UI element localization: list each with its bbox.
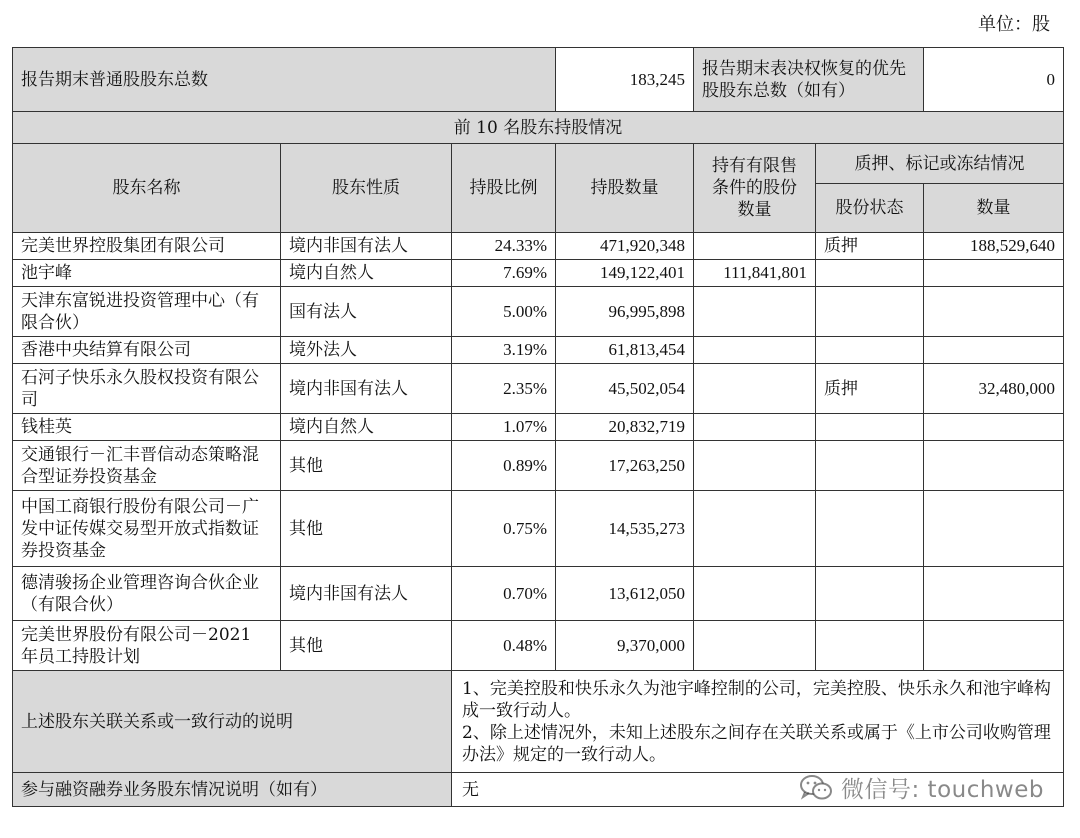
holder-nature: 境外法人 bbox=[281, 337, 452, 364]
holder-name: 香港中央结算有限公司 bbox=[13, 337, 281, 364]
pledge-status bbox=[816, 567, 924, 621]
holder-quantity: 20,832,719 bbox=[556, 414, 694, 441]
holder-nature: 其他 bbox=[281, 491, 452, 567]
holder-restricted bbox=[694, 287, 816, 337]
pledge-quantity bbox=[924, 567, 1064, 621]
holder-quantity: 17,263,250 bbox=[556, 441, 694, 491]
relation-note bbox=[452, 671, 1064, 773]
holder-nature: 境内非国有法人 bbox=[281, 233, 452, 260]
wechat-icon bbox=[799, 774, 833, 802]
margin-label: 参与融资融券业务股东情况说明（如有） bbox=[13, 773, 452, 807]
holder-ratio: 3.19% bbox=[452, 337, 556, 364]
holder-name: 中国工商银行股份有限公司－广发中证传媒交易型开放式指数证券投资基金 bbox=[13, 491, 281, 567]
pledge-status: 质押 bbox=[816, 364, 924, 414]
holder-nature: 其他 bbox=[281, 621, 452, 671]
holder-quantity: 149,122,401 bbox=[556, 260, 694, 287]
holder-name: 池宇峰 bbox=[13, 260, 281, 287]
pledge-status bbox=[816, 287, 924, 337]
relation-note-line-1: 1、完美控股和快乐永久为池宇峰控制的公司，完美控股、快乐永久和池宇峰构成一致行动人。 bbox=[462, 678, 1051, 721]
pledge-quantity: 32,480,000 bbox=[924, 364, 1064, 414]
holder-name: 天津东富锐进投资管理中心（有限合伙） bbox=[13, 287, 281, 337]
summary-row bbox=[13, 48, 1064, 112]
holder-name: 交通银行－汇丰晋信动态策略混合型证券投资基金 bbox=[13, 441, 281, 491]
holder-nature: 其他 bbox=[281, 441, 452, 491]
pledge-status: 质押 bbox=[816, 233, 924, 260]
holder-ratio: 5.00% bbox=[452, 287, 556, 337]
header-nature: 股东性质 bbox=[281, 144, 452, 233]
pledge-quantity bbox=[924, 260, 1064, 287]
pledge-status bbox=[816, 621, 924, 671]
relation-label: 上述股东关联关系或一致行动的说明 bbox=[13, 671, 452, 773]
holder-name: 石河子快乐永久股权投资有限公司 bbox=[13, 364, 281, 414]
table-row bbox=[13, 364, 1064, 414]
watermark-text: 微信号: touchweb bbox=[840, 777, 1044, 803]
header-ratio: 持股比例 bbox=[452, 144, 556, 233]
pledge-quantity bbox=[924, 491, 1064, 567]
header-pledge-quantity: 数量 bbox=[924, 184, 1064, 233]
header-pledge-group: 质押、标记或冻结情况 bbox=[816, 144, 1064, 184]
holder-restricted bbox=[694, 621, 816, 671]
holder-ratio: 0.75% bbox=[452, 491, 556, 567]
holder-nature: 境内非国有法人 bbox=[281, 364, 452, 414]
margin-value: 无 bbox=[452, 773, 1064, 807]
preferred-holders-value: 0 bbox=[924, 48, 1064, 112]
pledge-status bbox=[816, 414, 924, 441]
section-title-row bbox=[13, 112, 1064, 144]
table-row bbox=[13, 567, 1064, 621]
pledge-quantity bbox=[924, 441, 1064, 491]
holder-restricted bbox=[694, 441, 816, 491]
pledge-quantity bbox=[924, 414, 1064, 441]
holder-quantity: 9,370,000 bbox=[556, 621, 694, 671]
holder-quantity: 96,995,898 bbox=[556, 287, 694, 337]
table-row bbox=[13, 233, 1064, 260]
holder-restricted bbox=[694, 414, 816, 441]
table-row bbox=[13, 260, 1064, 287]
holder-nature: 境内自然人 bbox=[281, 414, 452, 441]
table-row bbox=[13, 491, 1064, 567]
table-row bbox=[13, 287, 1064, 337]
pledge-status bbox=[816, 441, 924, 491]
holder-nature: 境内自然人 bbox=[281, 260, 452, 287]
holder-restricted bbox=[694, 567, 816, 621]
holder-restricted bbox=[694, 364, 816, 414]
relation-row bbox=[13, 671, 1064, 773]
holder-name: 德清骏扬企业管理咨询合伙企业（有限合伙） bbox=[13, 567, 281, 621]
shareholder-table bbox=[12, 47, 1064, 807]
holder-quantity: 61,813,454 bbox=[556, 337, 694, 364]
holder-restricted bbox=[694, 233, 816, 260]
preferred-holders-label: 报告期末表决权恢复的优先股股东总数（如有） bbox=[694, 48, 924, 112]
holder-restricted: 111,841,801 bbox=[694, 260, 816, 287]
pledge-status bbox=[816, 260, 924, 287]
table-row bbox=[13, 621, 1064, 671]
holder-ratio: 0.89% bbox=[452, 441, 556, 491]
pledge-quantity bbox=[924, 287, 1064, 337]
holder-quantity: 14,535,273 bbox=[556, 491, 694, 567]
table-row bbox=[13, 414, 1064, 441]
holder-quantity: 13,612,050 bbox=[556, 567, 694, 621]
holder-restricted bbox=[694, 491, 816, 567]
unit-label: 单位：股 bbox=[978, 14, 1050, 35]
header-pledge-status: 股份状态 bbox=[816, 184, 924, 233]
holder-quantity: 45,502,054 bbox=[556, 364, 694, 414]
holder-ratio: 1.07% bbox=[452, 414, 556, 441]
holder-ratio: 7.69% bbox=[452, 260, 556, 287]
holder-ratio: 24.33% bbox=[452, 233, 556, 260]
holder-nature: 境内非国有法人 bbox=[281, 567, 452, 621]
holder-quantity: 471,920,348 bbox=[556, 233, 694, 260]
holder-name: 钱桂英 bbox=[13, 414, 281, 441]
pledge-status bbox=[816, 491, 924, 567]
total-holders-value: 183,245 bbox=[556, 48, 694, 112]
table-row bbox=[13, 337, 1064, 364]
table-row bbox=[13, 441, 1064, 491]
holder-ratio: 0.48% bbox=[452, 621, 556, 671]
wechat-watermark bbox=[799, 771, 1044, 804]
pledge-quantity bbox=[924, 621, 1064, 671]
header-name: 股东名称 bbox=[13, 144, 281, 233]
holder-ratio: 2.35% bbox=[452, 364, 556, 414]
pledge-quantity: 188,529,640 bbox=[924, 233, 1064, 260]
holder-nature: 国有法人 bbox=[281, 287, 452, 337]
header-row-1 bbox=[13, 144, 1064, 184]
holder-ratio: 0.70% bbox=[452, 567, 556, 621]
pledge-quantity bbox=[924, 337, 1064, 364]
header-quantity: 持股数量 bbox=[556, 144, 694, 233]
total-holders-label: 报告期末普通股股东总数 bbox=[13, 48, 556, 112]
header-restricted: 持有有限售条件的股份数量 bbox=[694, 144, 816, 233]
section-title: 前 10 名股东持股情况 bbox=[13, 112, 1064, 144]
holder-restricted bbox=[694, 337, 816, 364]
holder-name: 完美世界控股集团有限公司 bbox=[13, 233, 281, 260]
holder-name: 完美世界股份有限公司－2021 年员工持股计划 bbox=[13, 621, 281, 671]
pledge-status bbox=[816, 337, 924, 364]
relation-note-line-2: 2、除上述情况外，未知上述股东之间存在关联关系或属于《上市公司收购管理办法》规定的一致行动人。 bbox=[462, 722, 1051, 765]
